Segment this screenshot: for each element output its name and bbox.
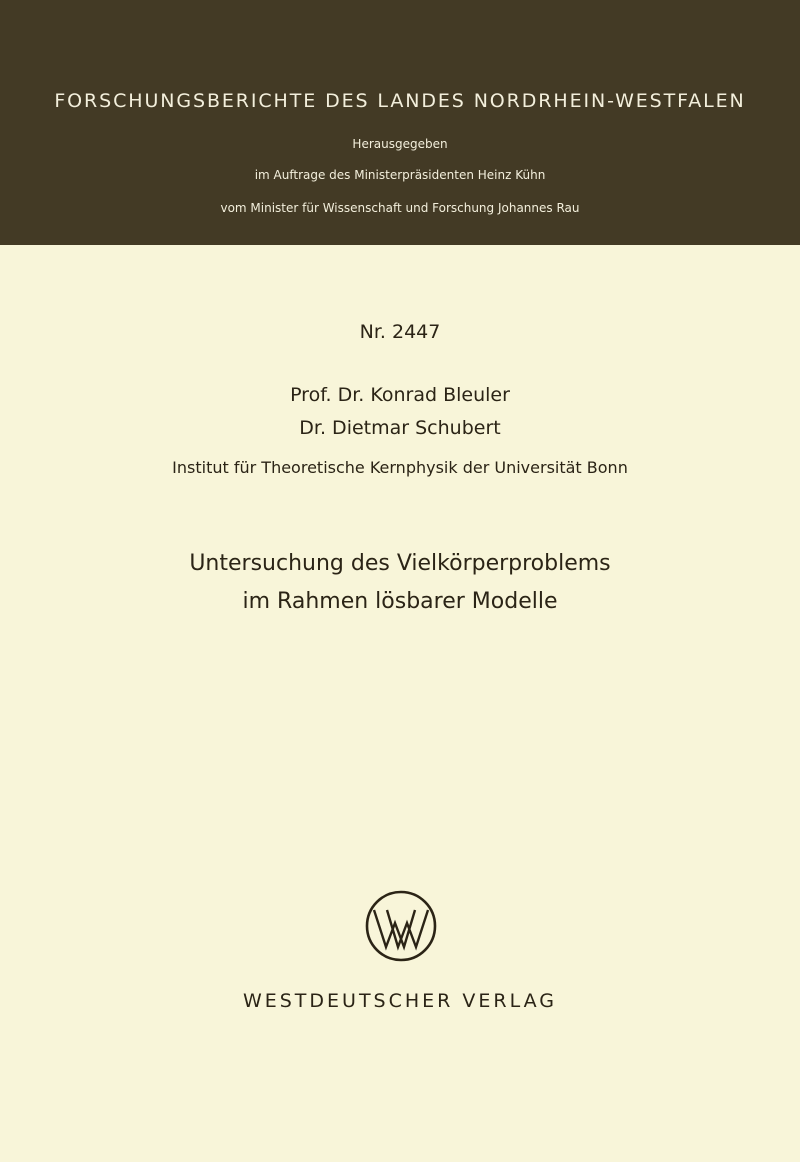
cover-body bbox=[0, 245, 800, 1162]
volume-number: Nr. 2447 bbox=[359, 321, 441, 343]
series-title: FORSCHUNGSBERICHTE DES LANDES NORDRHEIN-WESTFALEN bbox=[54, 90, 746, 112]
institute-name: Institut für Theoretische Kernphysik der Universität Bonn bbox=[172, 458, 628, 477]
author-name: Prof. Dr. Konrad Bleuler bbox=[290, 384, 510, 406]
header-line-published: Herausgegeben bbox=[352, 137, 448, 151]
author-name: Dr. Dietmar Schubert bbox=[299, 417, 501, 439]
header-line-minister: vom Minister für Wissenschaft und Forschung Johannes Rau bbox=[220, 201, 580, 215]
book-title-line: im Rahmen lösbarer Modelle bbox=[242, 589, 558, 614]
book-title-line: Untersuchung des Vielkörperproblems bbox=[189, 551, 611, 576]
westdeutscher-verlag-ww-logo-icon bbox=[364, 889, 438, 963]
header-band bbox=[0, 0, 800, 245]
publisher-name: WESTDEUTSCHER VERLAG bbox=[242, 990, 558, 1012]
header-line-commission: im Auftrage des Ministerpräsidenten Heinz Kühn bbox=[254, 168, 546, 182]
